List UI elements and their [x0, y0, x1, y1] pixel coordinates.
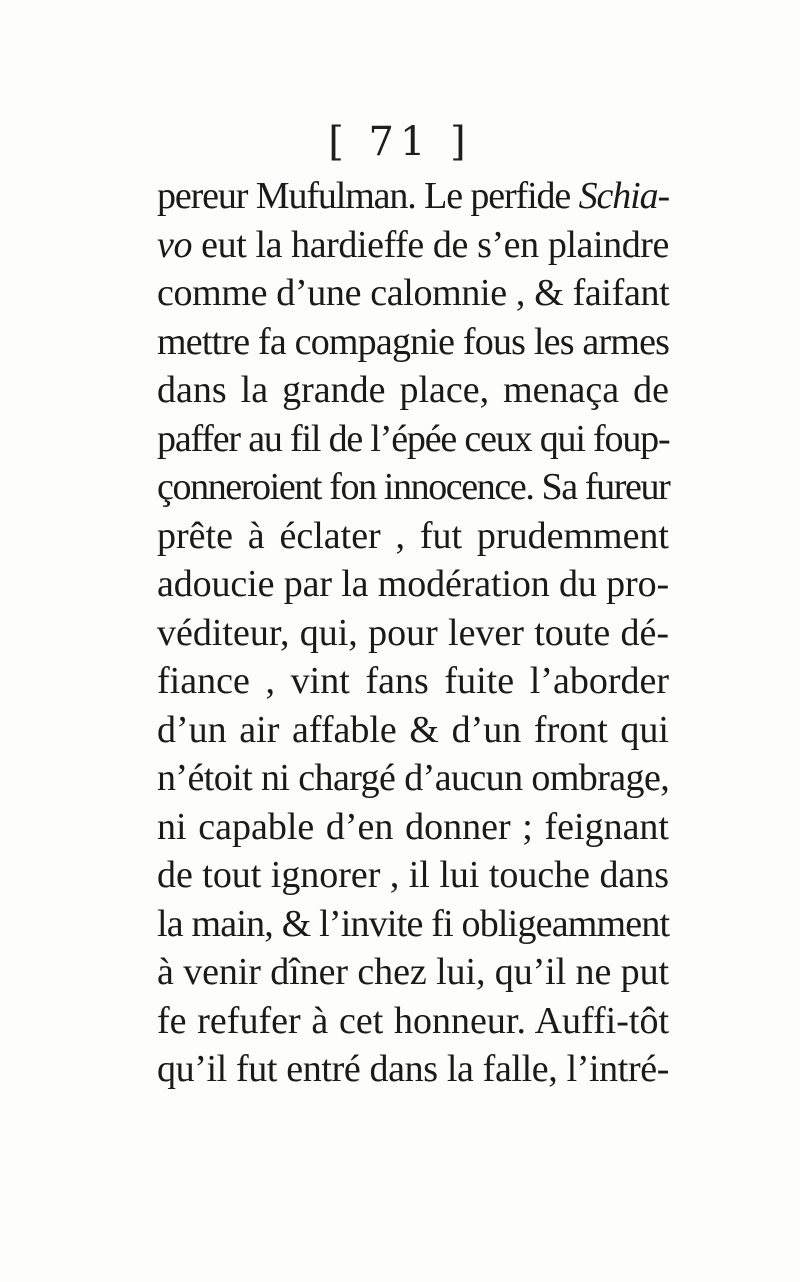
text-line [157, 851, 669, 900]
text-line [157, 318, 669, 367]
text-run: paffer au fil de l’épée ceux qui foup- [157, 417, 670, 460]
text-line [157, 560, 669, 609]
text-run: fe refufer à cet honneur. Auffi-tôt [157, 999, 669, 1042]
text-line [157, 221, 669, 270]
text-run: comme d’une calomnie , & faifant [157, 272, 670, 314]
text-run: eut la hardieffe de s’en plaindre [192, 223, 669, 266]
text-line [157, 803, 669, 852]
text-line [157, 366, 669, 415]
text-run: qu’il fut entré dans la falle, l’intré- [157, 1048, 669, 1090]
text-run: ni capable d’en donner ; feignant [157, 805, 669, 848]
page-number: [ 71 ] [328, 119, 472, 165]
text-run: véditeur, qui, pour lever toute dé- [157, 611, 669, 654]
text-run: adoucie par la modération du pro- [157, 563, 669, 605]
text-line [157, 900, 669, 949]
text-run: mettre fa compagnie fous les armes [157, 320, 670, 363]
text-line [157, 415, 669, 464]
text-line [157, 657, 669, 706]
text-run: de tout ignorer , il lui touche dans [157, 854, 669, 896]
text-line [157, 754, 669, 803]
text-run: d’un air affable & d’un front qui [157, 708, 669, 751]
text-run: la main, & l’invite fi obligeamment [157, 902, 670, 945]
text-run: dans la grande place, menaça de [157, 369, 669, 411]
text-line [157, 609, 669, 658]
text-run: prête à éclater , fut prudemment [157, 514, 669, 557]
text-line [157, 948, 669, 997]
text-line [157, 706, 669, 755]
text-run: à venir dîner chez lui, qu’il ne put [157, 951, 669, 993]
text-run: n’étoit ni chargé d’aucun ombrage, [157, 757, 670, 799]
text-run: çonneroient fon innocence. Sa fureur [157, 466, 670, 508]
text-run: pereur Mufulman. Le perfide [157, 175, 579, 217]
body-text [157, 172, 669, 1094]
text-line [157, 997, 669, 1046]
text-line [157, 1045, 669, 1094]
italic-text: vo [157, 223, 193, 266]
text-line [157, 512, 669, 561]
text-line [157, 269, 669, 318]
text-line [157, 172, 669, 221]
text-line [157, 463, 669, 512]
text-run: fiance , vint fans fuite l’aborder [157, 660, 669, 702]
italic-text: Schia- [578, 175, 669, 217]
